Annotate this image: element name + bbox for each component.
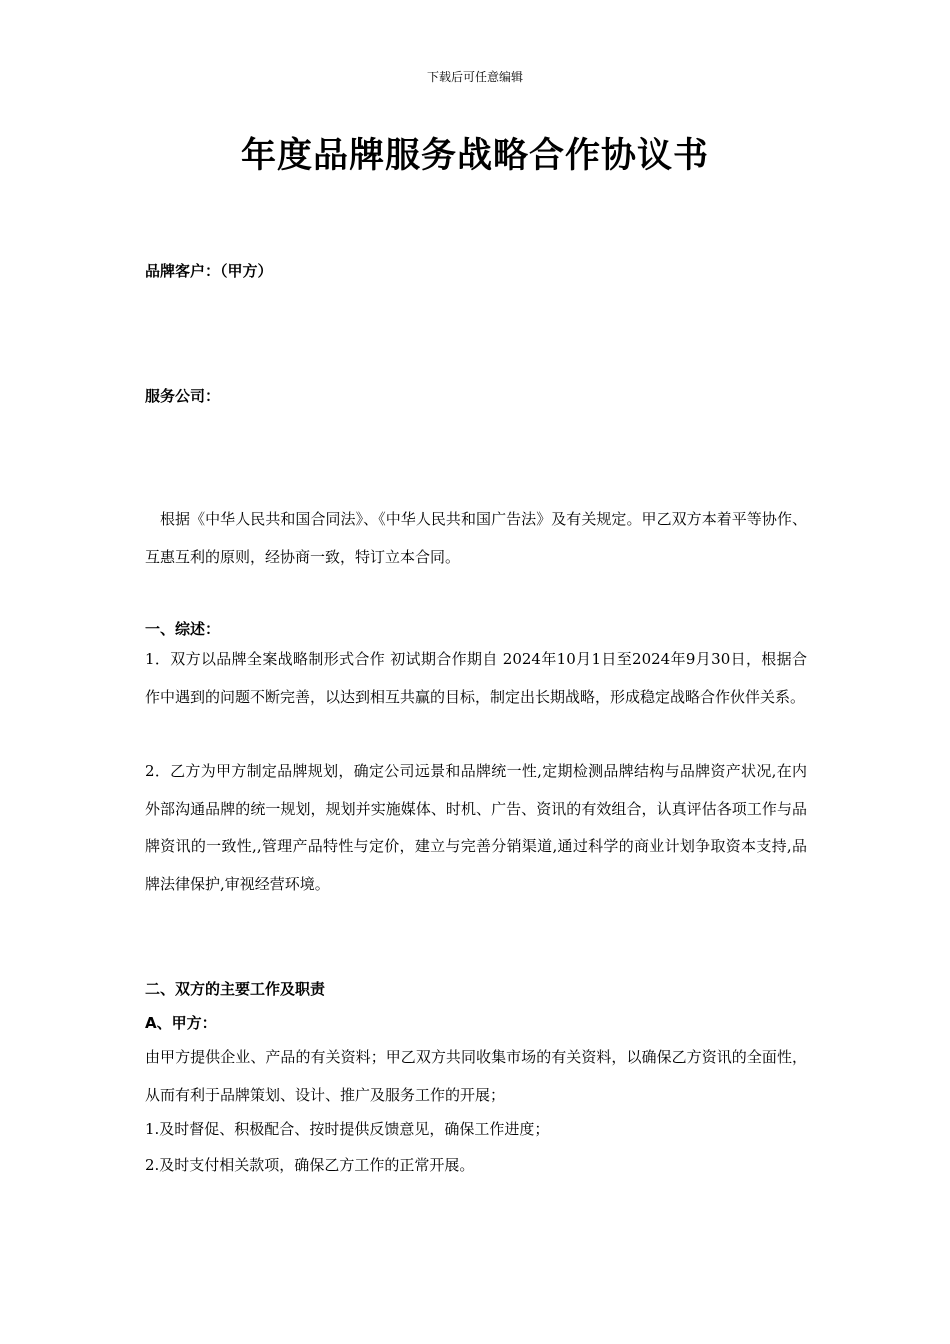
header-note: 下载后可任意编辑 <box>426 70 523 84</box>
section2-item1: 1.及时督促、积极配合、按时提供反馈意见，确保工作进度； <box>145 1120 550 1138</box>
section1-item2: 2．乙方为甲方制定品牌规划，确定公司远景和品牌统一性,定期检测品牌结构与品牌资产状况,在内外部沟通品牌的统一规划，规划并实施媒体、时机、广告、资讯的有效组合，认真评估各项工作与品牌资讯的一致性,,管理产品特性与定价，建立与完善分销渠道,通过科学的商业计划争取资本支持,品牌法律保护,审视经营环境。 <box>145 762 807 893</box>
section1-heading: 一、综述： <box>145 620 221 638</box>
section1-item1: 1．双方以品牌全案战略制形式合作 初试期合作期自 2024年10月1日至2024年9月30日，根据合作中遇到的问题不断完善，以达到相互共赢的目标，制定出长期战略，形成稳定战略合作伙伴关系。 <box>145 650 807 706</box>
document-title: 年度品牌服务战略合作协议书 <box>240 136 709 176</box>
preamble-paragraph: 根据《中华人民共和国合同法》、《中华人民共和国广告法》及有关规定。甲乙双方本着平等协作、互惠互利的原则，经协商一致，特订立本合同。 <box>145 510 807 566</box>
section2-paragraph: 由甲方提供企业、产品的有关资料；甲乙双方共同收集市场的有关资料，以确保乙方资讯的全面性，从而有利于品牌策划、设计、推广及服务工作的开展； <box>145 1048 807 1104</box>
party-a-label: 品牌客户：（甲方） <box>145 262 273 280</box>
service-company-label: 服务公司： <box>145 387 221 405</box>
section2-heading: 二、双方的主要工作及职责 <box>145 980 326 998</box>
section2-item2: 2.及时支付相关款项，确保乙方工作的正常开展。 <box>145 1156 475 1174</box>
section2-sub-a: A、甲方： <box>145 1014 217 1032</box>
